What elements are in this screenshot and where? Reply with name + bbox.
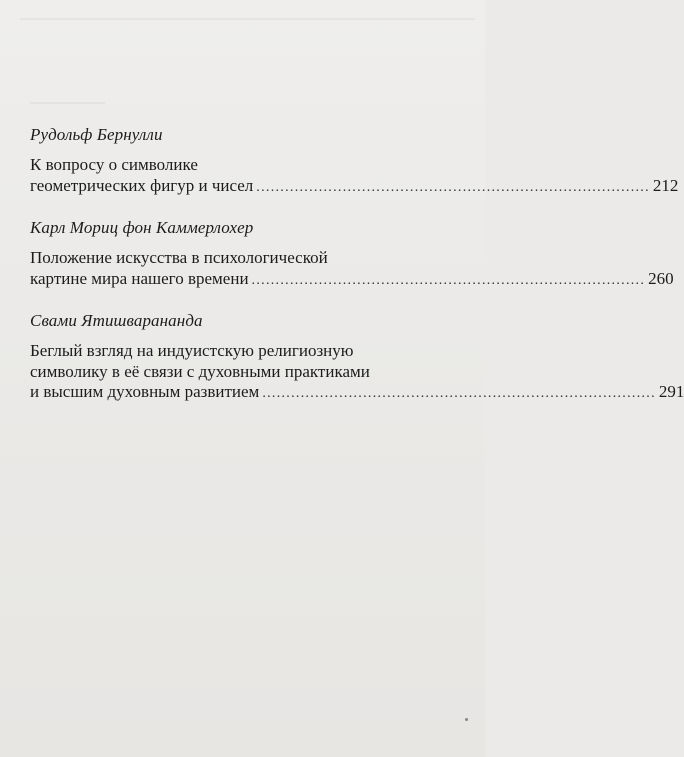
toc-author: Карл Мориц фон Каммерлохер (30, 218, 254, 237)
toc-title-last-line (30, 175, 679, 199)
toc-title-line: символику в её связи с духовными практиками (30, 361, 370, 381)
toc-dot-leader: .................................................................................. (251, 272, 646, 288)
page-speck (465, 718, 468, 721)
show-through-line (20, 18, 475, 20)
show-through-line (30, 102, 105, 104)
toc-entry (30, 218, 674, 291)
toc-title-last-line (30, 382, 684, 405)
toc-title-text: картине мира нашего времени (30, 268, 249, 288)
toc-title-line: К вопросу о символике (30, 155, 198, 174)
toc-title-last-line (30, 268, 674, 292)
toc-dot-leader: .................................................................................. (256, 179, 650, 195)
toc-author: Свами Ятишваранандa (30, 311, 203, 330)
toc-page-number: 260 (648, 268, 674, 288)
toc-title-line: Положение искусства в психологической (30, 248, 328, 267)
toc-page-number: 212 (652, 175, 679, 195)
table-of-contents (30, 125, 684, 419)
toc-entry (30, 125, 679, 198)
toc-entry (30, 311, 684, 405)
toc-dot-leader: .................................................................................. (262, 386, 656, 401)
toc-title-text: геометрических фигур и чисел (30, 175, 254, 195)
toc-title-text: и высшим духовным развитием (30, 382, 260, 401)
toc-author: Рудольф Бернулли (30, 125, 163, 144)
toc-title-line: Беглый взгляд на индуистскую религиозную (30, 341, 354, 360)
toc-page-number: 291 (658, 382, 684, 401)
